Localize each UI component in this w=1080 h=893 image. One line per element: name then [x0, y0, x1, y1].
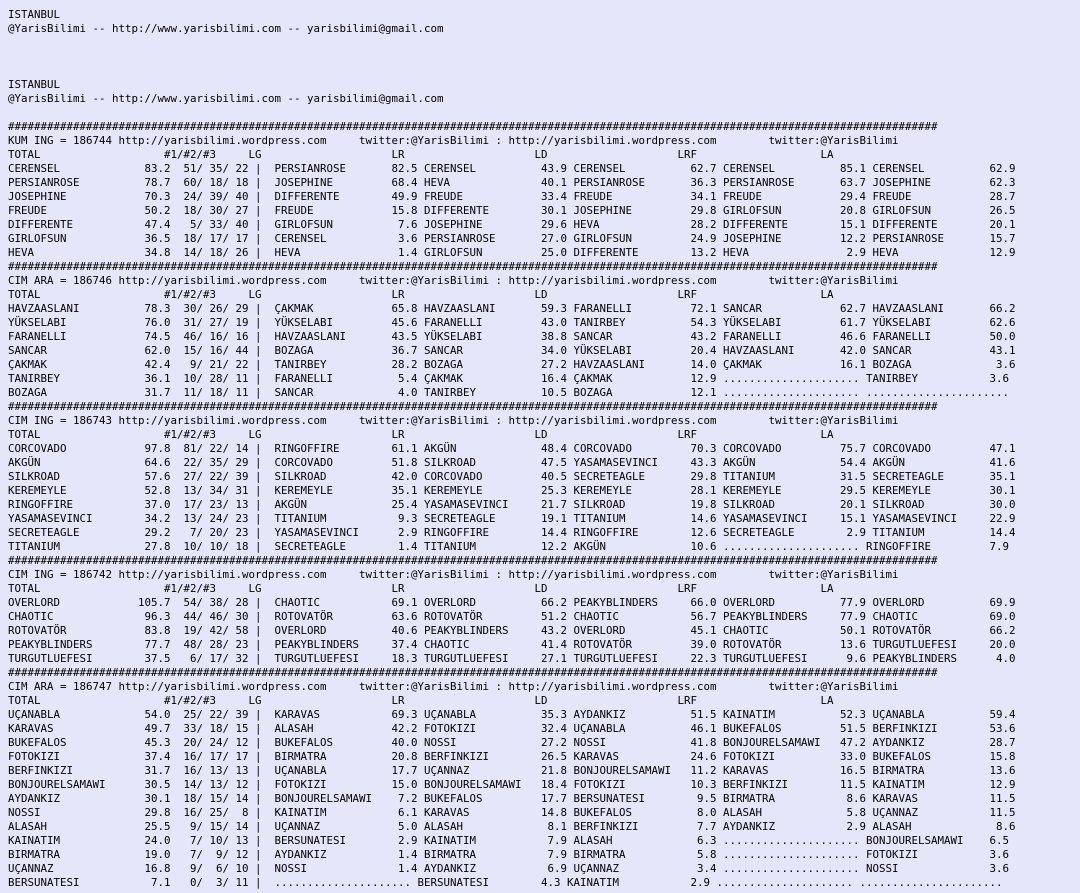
- table-row: FREUDE 50.2 18/ 30/ 27 | FREUDE 15.8 DIFFERENTE 30.1 JOSEPHINE 29.8 GIRLOFSUN 20.8 GIRLOFSUN 26.5: [8, 204, 1016, 217]
- race-title-line: CIM ARA = 186747 http://yarisbilimi.wordpress.com twitter:@YarisBilimi : http://yarisbilimi.wordpress.com twitter:@YarisBilimi: [8, 680, 899, 693]
- table-row: KARAVAS 49.7 33/ 18/ 15 | ALASAH 42.2 FOTOKIZI 32.4 UÇANABLA 46.1 BUKEFALOS 51.5 BERFINKIZI 53.6: [8, 722, 1016, 735]
- table-row: AYDANKIZ 30.1 18/ 15/ 14 | BONJOURELSAMAWI 7.2 BUKEFALOS 17.7 BERSUNATESI 9.5 BIRMATRA 8.6 KARAVAS 11.5: [8, 792, 1016, 805]
- table-row: FOTOKIZI 37.4 16/ 17/ 17 | BIRMATRA 20.8 BERFINKIZI 26.5 KARAVAS 24.6 FOTOKIZI 33.0 BUKEFALOS 15.8: [8, 750, 1016, 763]
- table-row: SECRETEAGLE 29.2 7/ 20/ 23 | YASAMASEVINCI 2.9 RINGOFFIRE 14.4 RINGOFFIRE 12.6 SECRETEAGLE 2.9 TITANIUM 14.4: [8, 526, 1016, 539]
- table-row: SILKROAD 57.6 27/ 22/ 39 | SILKROAD 42.0 CORCOVADO 40.5 SECRETEAGLE 29.8 TITANIUM 31.5 SECRETEAGLE 35.1: [8, 470, 1016, 483]
- column-header-line: TOTAL #1/#2/#3 LG LR LD LRF LA: [8, 288, 834, 301]
- table-row: HAVZAASLANI 78.3 30/ 26/ 29 | ÇAKMAK 65.8 HAVZAASLANI 59.3 FARANELLI 72.1 SANCAR 62.7 HAVZAASLANI 66.2: [8, 302, 1016, 315]
- table-row: TANIRBEY 36.1 10/ 28/ 11 | FARANELLI 5.4 ÇAKMAK 16.4 ÇAKMAK 12.9 ..................... TANIRBEY 3.6: [8, 372, 1010, 385]
- race-title-line: CIM ING = 186743 http://yarisbilimi.wordpress.com twitter:@YarisBilimi : http://yarisbilimi.wordpress.com twitter:@YarisBilimi: [8, 414, 899, 427]
- table-row: KEREMEYLE 52.8 13/ 34/ 31 | KEREMEYLE 35.1 KEREMEYLE 25.3 KEREMEYLE 28.1 KEREMEYLE 29.5 KEREMEYLE 30.1: [8, 484, 1016, 497]
- section-separator: ###############################################################################################################################################: [8, 554, 938, 567]
- column-header-line: TOTAL #1/#2/#3 LG LR LD LRF LA: [8, 148, 834, 161]
- section-separator: ###############################################################################################################################################: [8, 400, 938, 413]
- table-row: SANCAR 62.0 15/ 16/ 44 | BOZAGA 36.7 SANCAR 34.0 YÜKSELABI 20.4 HAVZAASLANI 42.0 SANCAR 43.1: [8, 344, 1016, 357]
- header-city: ISTANBUL: [8, 8, 61, 21]
- table-row: HEVA 34.8 14/ 18/ 26 | HEVA 1.4 GIRLOFSUN 25.0 DIFFERENTE 13.2 HEVA 2.9 HEVA 12.9: [8, 246, 1016, 259]
- table-row: BUKEFALOS 45.3 20/ 24/ 12 | BUKEFALOS 40.0 NOSSI 27.2 NOSSI 41.8 BONJOURELSAMAWI 47.2 AYDANKIZ 28.7: [8, 736, 1016, 749]
- table-row: ÇAKMAK 42.4 9/ 21/ 22 | TANIRBEY 28.2 BOZAGA 27.2 HAVZAASLANI 14.0 ÇAKMAK 16.1 BOZAGA 3.6: [8, 358, 1016, 371]
- results-document: [8, 8, 1016, 890]
- section-separator: ###############################################################################################################################################: [8, 260, 938, 273]
- column-header-line: TOTAL #1/#2/#3 LG LR LD LRF LA: [8, 428, 834, 441]
- table-row: RINGOFFIRE 37.0 17/ 23/ 13 | AKGÜN 25.4 YASAMASEVINCI 21.7 SILKROAD 19.8 SILKROAD 20.1 SILKROAD 30.0: [8, 498, 1016, 511]
- blank-line: [8, 106, 1016, 120]
- table-row: CERENSEL 83.2 51/ 35/ 22 | PERSIANROSE 82.5 CERENSEL 43.9 CERENSEL 62.7 CERENSEL 85.1 CERENSEL 62.9: [8, 162, 1016, 175]
- table-row: UÇANNAZ 16.8 9/ 6/ 10 | NOSSI 1.4 AYDANKIZ 6.9 UÇANNAZ 3.4 ..................... NOSSI 3.6: [8, 862, 1010, 875]
- blank-line: [8, 36, 1016, 50]
- table-row: BERSUNATESI 7.1 0/ 3/ 11 | ..................... BERSUNATESI 4.3 KAINATIM 2.9 ..................... ......................: [8, 876, 1003, 889]
- table-row: NOSSI 29.8 16/ 25/ 8 | KAINATIM 6.1 KARAVAS 14.8 BUKEFALOS 8.0 ALASAH 5.8 UÇANNAZ 11.5: [8, 806, 1016, 819]
- column-header-line: TOTAL #1/#2/#3 LG LR LD LRF LA: [8, 582, 834, 595]
- header-city: ISTANBUL: [8, 78, 61, 91]
- race-title-line: CIM ARA = 186746 http://yarisbilimi.wordpress.com twitter:@YarisBilimi : http://yarisbilimi.wordpress.com twitter:@YarisBilimi: [8, 274, 899, 287]
- race-title-line: KUM ING = 186744 http://yarisbilimi.wordpress.com twitter:@YarisBilimi : http://yarisbilimi.wordpress.com twitter:@YarisBilimi: [8, 134, 899, 147]
- table-row: GIRLOFSUN 36.5 18/ 17/ 17 | CERENSEL 3.6 PERSIANROSE 27.0 GIRLOFSUN 24.9 JOSEPHINE 12.2 PERSIANROSE 15.7: [8, 232, 1016, 245]
- blank-line: [8, 50, 1016, 64]
- table-row: DIFFERENTE 47.4 5/ 33/ 40 | GIRLOFSUN 7.6 JOSEPHINE 29.6 HEVA 28.2 DIFFERENTE 15.1 DIFFERENTE 20.1: [8, 218, 1016, 231]
- table-row: ROTOVATÖR 83.8 19/ 42/ 58 | OVERLORD 40.6 PEAKYBLINDERS 43.2 OVERLORD 45.1 CHAOTIC 50.1 ROTOVATÖR 66.2: [8, 624, 1016, 637]
- table-row: AKGÜN 64.6 22/ 35/ 29 | CORCOVADO 51.8 SILKROAD 47.5 YASAMASEVINCI 43.3 AKGÜN 54.4 AKGÜN 41.6: [8, 456, 1016, 469]
- table-row: TITANIUM 27.8 10/ 10/ 18 | SECRETEAGLE 1.4 TITANIUM 12.2 AKGÜN 10.6 ..................... RINGOFFIRE 7.9: [8, 540, 1010, 553]
- race-title-line: CIM ING = 186742 http://yarisbilimi.wordpress.com twitter:@YarisBilimi : http://yarisbilimi.wordpress.com twitter:@YarisBilimi: [8, 568, 899, 581]
- section-separator: ###############################################################################################################################################: [8, 120, 938, 133]
- blank-line: [8, 64, 1016, 78]
- table-row: JOSEPHINE 70.3 24/ 39/ 40 | DIFFERENTE 49.9 FREUDE 33.4 FREUDE 34.1 FREUDE 29.4 FREUDE 28.7: [8, 190, 1016, 203]
- table-row: YÜKSELABI 76.0 31/ 27/ 19 | YÜKSELABI 45.6 FARANELLI 43.0 TANIRBEY 54.3 YÜKSELABI 61.7 YÜKSELABI 62.6: [8, 316, 1016, 329]
- table-row: CORCOVADO 97.8 81/ 22/ 14 | RINGOFFIRE 61.1 AKGÜN 48.4 CORCOVADO 70.3 CORCOVADO 75.7 CORCOVADO 47.1: [8, 442, 1016, 455]
- section-separator: ###############################################################################################################################################: [8, 666, 938, 679]
- table-row: FARANELLI 74.5 46/ 16/ 16 | HAVZAASLANI 43.5 YÜKSELABI 38.8 SANCAR 43.2 FARANELLI 46.6 FARANELLI 50.0: [8, 330, 1016, 343]
- header-contact: @YarisBilimi -- http://www.yarisbilimi.com -- yarisbilimi@gmail.com: [8, 92, 444, 105]
- table-row: BERFINKIZI 31.7 16/ 13/ 13 | UÇANABLA 17.7 UÇANNAZ 21.8 BONJOURELSAMAWI 11.2 KARAVAS 16.5 BIRMATRA 13.6: [8, 764, 1016, 777]
- table-row: BOZAGA 31.7 11/ 18/ 11 | SANCAR 4.0 TANIRBEY 10.5 BOZAGA 12.1 ..................... ......................: [8, 386, 1010, 399]
- table-row: ALASAH 25.5 9/ 15/ 14 | UÇANNAZ 5.0 ALASAH 8.1 BERFINKIZI 7.7 AYDANKIZ 2.9 ALASAH 8.6: [8, 820, 1016, 833]
- header-contact: @YarisBilimi -- http://www.yarisbilimi.com -- yarisbilimi@gmail.com: [8, 22, 444, 35]
- table-row: BIRMATRA 19.0 7/ 9/ 12 | AYDANKIZ 1.4 BIRMATRA 7.9 BIRMATRA 5.8 ..................... FOTOKIZI 3.6: [8, 848, 1010, 861]
- table-row: KAINATIM 24.0 7/ 10/ 13 | BERSUNATESI 2.9 KAINATIM 7.9 ALASAH 6.3 ..................... BONJOURELSAMAWI 6.5: [8, 834, 1010, 847]
- table-row: TURGUTLUEFESI 37.5 6/ 17/ 32 | TURGUTLUEFESI 18.3 TURGUTLUEFESI 27.1 TURGUTLUEFESI 22.3 TURGUTLUEFESI 9.6 PEAKYBLINDERS 4.0: [8, 652, 1016, 665]
- column-header-line: TOTAL #1/#2/#3 LG LR LD LRF LA: [8, 694, 834, 707]
- table-row: YASAMASEVINCI 34.2 13/ 24/ 23 | TITANIUM 9.3 SECRETEAGLE 19.1 TITANIUM 14.6 YASAMASEVINCI 15.1 YASAMASEVINCI 22.9: [8, 512, 1016, 525]
- table-row: PEAKYBLINDERS 77.7 48/ 28/ 23 | PEAKYBLINDERS 37.4 CHAOTIC 41.4 ROTOVATÖR 39.0 ROTOVATÖR 13.6 TURGUTLUEFESI 20.0: [8, 638, 1016, 651]
- table-row: BONJOURELSAMAWI 30.5 14/ 13/ 12 | FOTOKIZI 15.0 BONJOURELSAMAWI 18.4 FOTOKIZI 10.3 BERFINKIZI 11.5 KAINATIM 12.9: [8, 778, 1016, 791]
- table-row: PERSIANROSE 78.7 60/ 18/ 18 | JOSEPHINE 68.4 HEVA 40.1 PERSIANROSE 36.3 PERSIANROSE 63.7 JOSEPHINE 62.3: [8, 176, 1016, 189]
- table-row: UÇANABLA 54.0 25/ 22/ 39 | KARAVAS 69.3 UÇANABLA 35.3 AYDANKIZ 51.5 KAINATIM 52.3 UÇANABLA 59.4: [8, 708, 1016, 721]
- table-row: OVERLORD 105.7 54/ 38/ 28 | CHAOTIC 69.1 OVERLORD 66.2 PEAKYBLINDERS 66.0 OVERLORD 77.9 OVERLORD 69.9: [8, 596, 1016, 609]
- table-row: CHAOTIC 96.3 44/ 46/ 30 | ROTOVATÖR 63.6 ROTOVATÖR 51.2 CHAOTIC 56.7 PEAKYBLINDERS 77.9 CHAOTIC 69.0: [8, 610, 1016, 623]
